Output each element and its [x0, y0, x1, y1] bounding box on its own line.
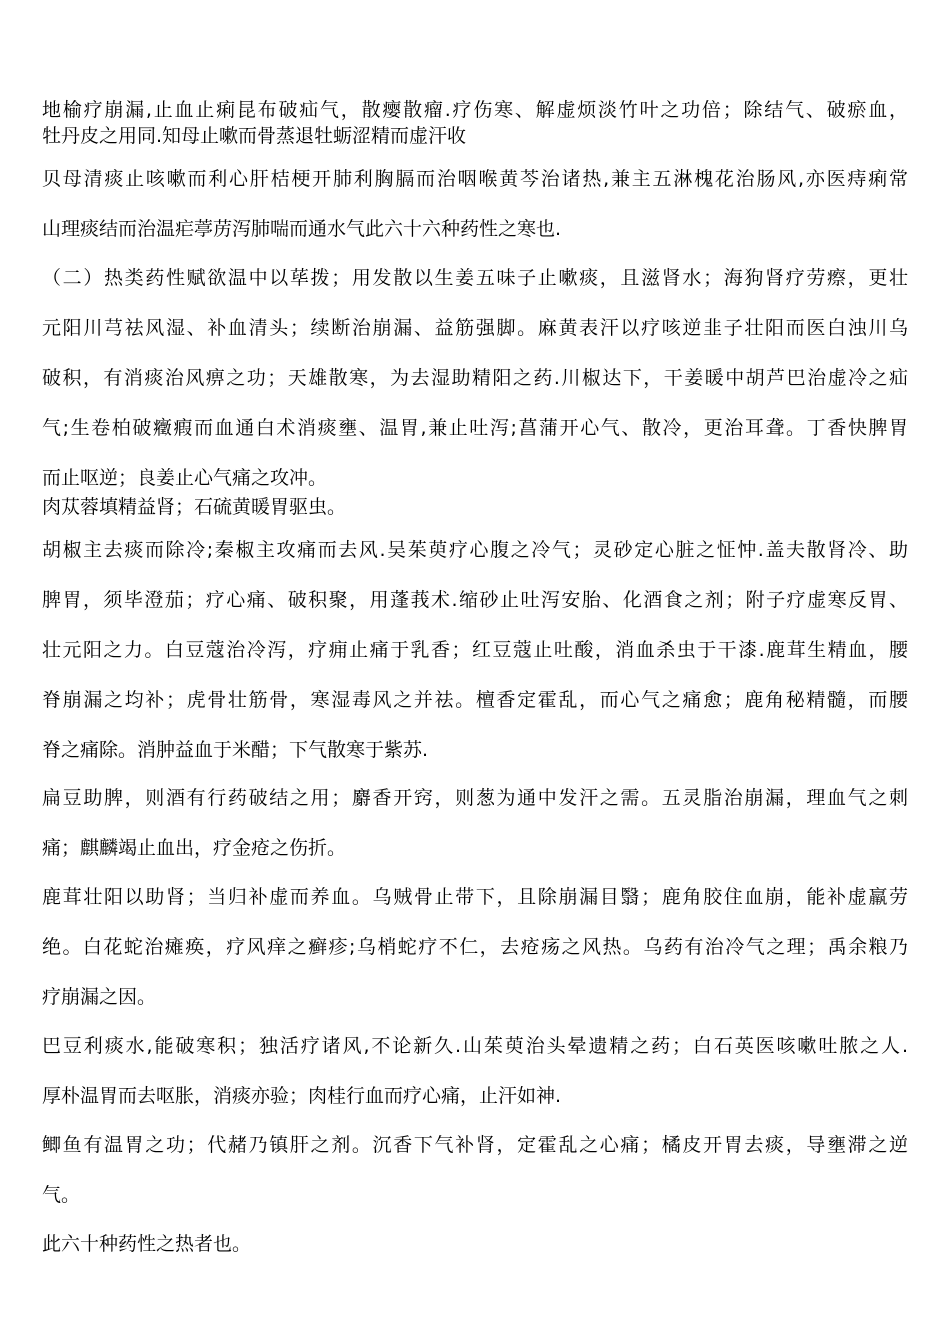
paragraph-2	[42, 166, 908, 192]
text-line: 扁豆助脾，则酒有行药破结之用；麝香开窍，则葱为通中发汗之需。五灵脂治崩漏，理血气之刺	[42, 787, 908, 809]
paragraph-9	[42, 1132, 908, 1208]
text-line: 脾胃，须毕澄茄；疗心痛、破积聚，用蓬莪术.缩砂止吐泻安胎、化酒食之剂；附子疗虚寒反胃、	[42, 589, 908, 611]
paragraph-8	[42, 1033, 908, 1109]
text-line: 破积，有消痰治风痹之功；天雄散寒，为去湿助精阳之药.川椒达下，干姜暖中胡芦巴治虚冷之疝	[42, 367, 908, 389]
paragraph-1	[42, 97, 908, 149]
text-line: 肉苁蓉填精益肾；石硫黄暖胃驱虫。	[42, 496, 347, 518]
paragraph-7	[42, 884, 908, 1010]
text-line: 胡椒主去痰而除冷;秦椒主攻痛而去风.吴茱萸疗心腹之冷气；灵砂定心脏之怔忡.盖夫散肾冷、助	[42, 539, 908, 561]
paragraph-3	[42, 216, 908, 242]
text-line: 气。	[42, 1184, 81, 1206]
text-line: 贝母清痰止咳嗽而利心肝桔梗开肺利胸膈而治咽喉黄芩治诸热,兼主五淋槐花治肠风,亦医痔痢常	[42, 168, 908, 190]
text-line: 鹿茸壮阳以助肾；当归补虚而养血。乌贼骨止带下，且除崩漏目翳；鹿角胶住血崩，能补虚羸劳	[42, 886, 908, 908]
text-line: 元阳川芎祛风湿、补血清头；续断治崩漏、益筋强脚。麻黄表汗以疗咳逆韭子壮阳而医白浊川乌	[42, 317, 908, 339]
text-line: 牡丹皮之用同.知母止嗽而骨蒸退牡蛎涩精而虚汗收	[42, 125, 467, 147]
paragraph-4	[42, 265, 908, 520]
text-line: 脊崩漏之均补；虎骨壮筋骨，寒湿毒风之并祛。檀香定霍乱，而心气之痛愈；鹿角秘精髓，而腰	[42, 689, 908, 711]
text-line: 而止呕逆；良姜止心气痛之攻冲。	[42, 467, 328, 489]
paragraph-10	[42, 1231, 908, 1257]
text-line: 脊之痛除。消肿益血于米醋；下气散寒于紫苏.	[42, 739, 429, 761]
paragraph-5	[42, 537, 908, 763]
text-line: 气;生卷柏破癥瘕而血通白术消痰壅、温胃,兼止吐泻;菖蒲开心气、散冷，更治耳聋。丁香快脾胃	[42, 417, 908, 439]
paragraph-6	[42, 785, 908, 861]
text-line: 痛；麒麟竭止血出，疗金疮之伤折。	[42, 837, 347, 859]
text-line: 疗崩漏之因。	[42, 986, 157, 1008]
text-line: 鲫鱼有温胃之功；代赭乃镇肝之剂。沉香下气补肾，定霍乱之心痛；橘皮开胃去痰，导壅滞之逆	[42, 1134, 908, 1156]
text-line: 地榆疗崩漏,止血止痢昆布破疝气，散瘿散瘤.疗伤寒、解虚烦淡竹叶之功倍；除结气、破瘀血，	[42, 99, 908, 121]
text-line: （二）热类药性赋欲温中以荜拨；用发散以生姜五味子止嗽痰，且滋肾水；海狗肾疗劳瘵，更壮	[42, 267, 908, 289]
text-line: 壮元阳之力。白豆蔻治冷泻，疗痈止痛于乳香；红豆蔻止吐酸，消血杀虫于干漆.鹿茸生精血，腰	[42, 639, 908, 661]
text-line: 山理痰结而治温疟葶苈泻肺喘而通水气此六十六种药性之寒也.	[42, 218, 562, 240]
text-line: 巴豆利痰水,能破寒积；独活疗诸风,不论新久.山茱萸治头晕遗精之药；白石英医咳嗽吐脓之人.	[42, 1035, 908, 1057]
text-line: 此六十种药性之热者也。	[42, 1233, 252, 1255]
text-line: 厚朴温胃而去呕胀，消痰亦验；肉桂行血而疗心痛，止汗如神.	[42, 1085, 562, 1107]
text-line: 绝。白花蛇治瘫痪，疗风痒之癣疹;乌梢蛇疗不仁，去疮疡之风热。乌药有治冷气之理；禹余粮乃	[42, 936, 908, 958]
